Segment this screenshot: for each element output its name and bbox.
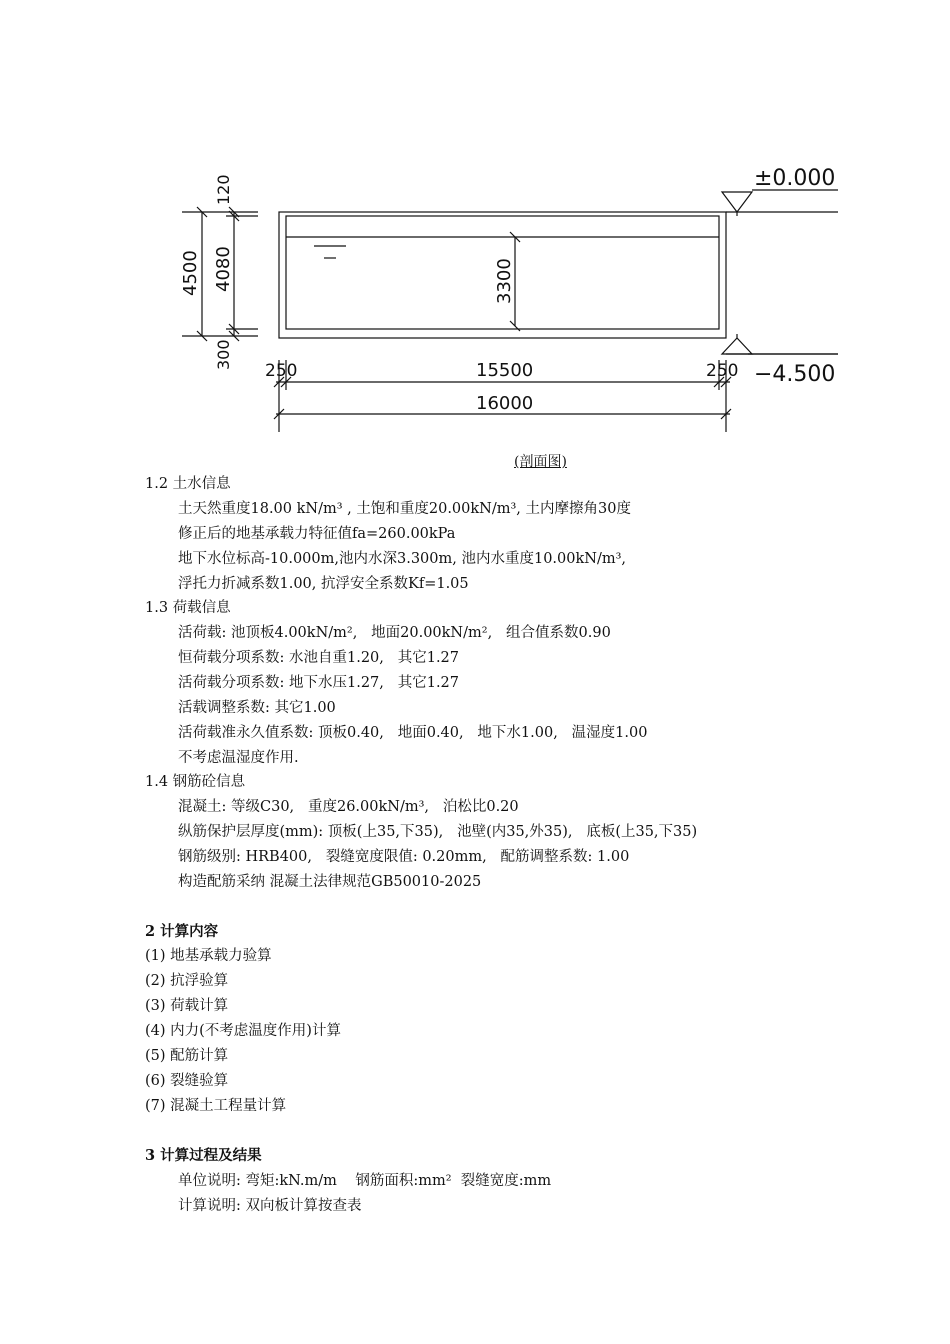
text-line: 计算说明: 双向板计算按查表 [178,1198,362,1214]
text-line: 构造配筋采纳 混凝土法律规范GB50010-2025 [178,874,482,890]
dim-label-300: 300 [214,339,233,370]
text-line: 不考虑温湿度作用. [178,750,299,766]
text-line: (6) 裂缝验算 [145,1073,229,1089]
section-heading: 1.3 荷载信息 [145,600,231,616]
dim-label-250-right: 250 [706,361,739,381]
elev-bottom-label: −4.500 [754,362,836,387]
text-line: 恒荷载分项系数: 水池自重1.20, 其它1.27 [178,650,460,666]
text-line: (3) 荷载计算 [145,998,229,1014]
text-line: (7) 混凝土工程量计算 [145,1098,287,1114]
text-line: 修正后的地基承载力特征值fa=260.00kPa [178,526,456,542]
text-line: 纵筋保护层厚度(mm): 顶板(上35,下35), 池壁(内35,外35), 底板(上35,下35) [178,824,698,840]
drawing-caption: (剖面图) [514,454,567,470]
text-line: 活荷载准永久值系数: 顶板0.40, 地面0.40, 地下水1.00, 温湿度1.00 [178,725,648,741]
dim-label-4500: 4500 [180,250,201,296]
elev-top-label: ±0.000 [754,166,836,191]
elev-top-marker [722,192,752,212]
dim-label-120: 120 [214,174,233,205]
section-heading: 3 计算过程及结果 [145,1147,262,1164]
section-heading: 2 计算内容 [145,923,219,940]
dim-label-15500: 15500 [476,360,534,381]
text-line: 活荷载: 池顶板4.00kN/m², 地面20.00kN/m², 组合值系数0.90 [178,625,611,641]
section-heading: 1.2 土水信息 [145,476,231,492]
text-line: 土天然重度18.00 kN/m³ , 土饱和重度20.00kN/m³, 土内摩擦角30度 [178,501,631,517]
dim-label-3300: 3300 [494,258,515,304]
text-line: 活载调整系数: 其它1.00 [178,700,336,716]
section-heading: 1.4 钢筋砼信息 [145,774,246,790]
text-line: 单位说明: 弯矩:kN.m/m 钢筋面积:mm² 裂缝宽度:mm [178,1173,552,1189]
text-line: 钢筋级别: HRB400, 裂缝宽度限值: 0.20mm, 配筋调整系数: 1.00 [178,849,630,865]
text-line: (5) 配筋计算 [145,1048,229,1064]
text-line: (4) 内力(不考虑温度作用)计算 [145,1023,341,1039]
text-line: 活荷载分项系数: 地下水压1.27, 其它1.27 [178,675,460,691]
text-line: (1) 地基承载力验算 [145,948,272,964]
text-line: 浮托力折减系数1.00, 抗浮安全系数Kf=1.05 [178,576,469,592]
section-drawing [0,0,950,450]
text-line: 地下水位标高-10.000m,池内水深3.300m, 池内水重度10.00kN/m³, [178,551,627,567]
text-line: (2) 抗浮验算 [145,973,229,989]
dim-label-4080: 4080 [213,246,234,292]
text-line: 混凝土: 等级C30, 重度26.00kN/m³, 泊松比0.20 [178,799,519,815]
elev-bottom-marker [722,338,752,354]
dim-label-16000: 16000 [476,393,534,414]
dim-label-250-left: 250 [265,361,298,381]
